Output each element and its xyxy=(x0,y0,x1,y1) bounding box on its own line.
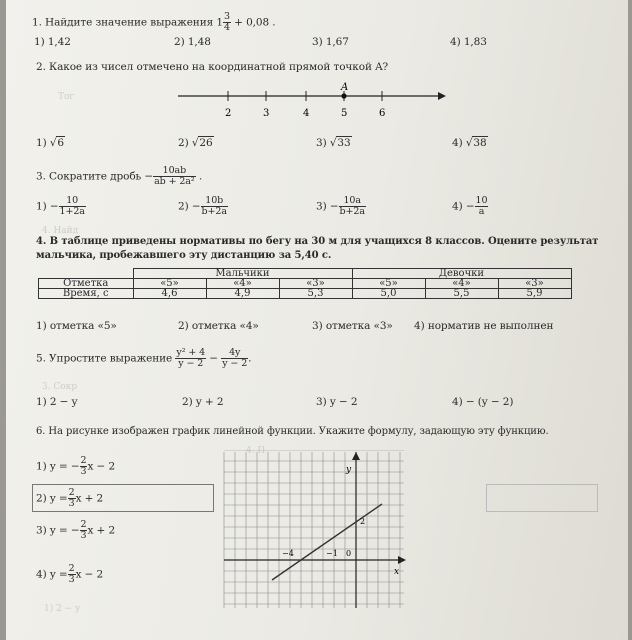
q6-option-1 xyxy=(36,456,115,477)
q4-option-4: 4) норматив не выполнен xyxy=(414,320,554,332)
table-cell: 4,6 xyxy=(133,289,206,299)
girls-header: Девочки xyxy=(352,269,571,279)
q3-question: 3. Сократите дробь − $\frac{10ab}{\text{ab + 2a²}}$ . xyxy=(36,165,203,187)
q3-option-4-frac-num: 10 xyxy=(475,195,488,206)
q3-option-4-num: 4) xyxy=(452,200,463,213)
q5-fraction-2 xyxy=(221,348,248,369)
q1-frac-den: 4 xyxy=(223,22,230,33)
q1-prefix: 1. Найдите значение выражения 1 xyxy=(32,16,223,29)
q6-option-3 xyxy=(36,520,115,541)
table-row xyxy=(39,269,572,279)
q1-option-1: 1) 1,42 xyxy=(34,36,71,48)
number-line-tick-label: 3 xyxy=(263,108,270,119)
ghost-mark: 4. П xyxy=(246,446,266,456)
point-a-label: A xyxy=(341,82,349,93)
worksheet-page xyxy=(6,0,628,640)
boys-header: Мальчики xyxy=(133,269,352,279)
q6-option-4-num: 4) xyxy=(36,568,47,581)
q3-option-3 xyxy=(316,196,366,217)
q6-question: 6. На рисунке изображен график линейной функции. Укажите формулу, задающую эту функцию. xyxy=(36,426,549,437)
q6-option-3-rhs: x + 2 xyxy=(87,524,116,537)
number-line-tick-label: 5 xyxy=(341,108,348,119)
ghost-mark: 1) 2 − y xyxy=(44,604,81,614)
q3-option-2-frac-den: b+2a xyxy=(201,206,227,217)
number-line xyxy=(176,80,446,122)
q3-option-3-sign: − xyxy=(329,200,339,213)
y-axis-arrow xyxy=(352,452,360,460)
q1-option-2: 2) 1,48 xyxy=(174,36,211,48)
q6-option-4-frac xyxy=(68,564,76,585)
q3-option-1-frac-den: 1+2a xyxy=(59,206,85,217)
norms-table xyxy=(38,268,572,299)
q3-option-3-frac xyxy=(339,196,366,217)
q5-f1-den: y − 2 xyxy=(178,358,204,369)
q2-option-4: 4) √38 xyxy=(452,137,487,149)
q3-option-3-frac-den: b+2a xyxy=(339,206,365,217)
table-cell: 4,9 xyxy=(206,289,279,299)
q3-fraction xyxy=(153,166,195,187)
q3-option-3-num: 3) xyxy=(316,200,327,213)
table-cell: 5,3 xyxy=(279,289,352,299)
linear-function-graph xyxy=(222,450,408,610)
q5-f2-num: 4y xyxy=(221,348,248,359)
q5-question xyxy=(36,348,251,369)
q3-frac-num: 10ab xyxy=(153,166,195,177)
graph-grid xyxy=(224,450,404,608)
q5-option-2: 2) y + 2 xyxy=(182,396,224,408)
q3-option-2-num: 2) xyxy=(178,200,189,213)
q3-option-1-frac-num: 10 xyxy=(59,196,86,207)
q3-option-2 xyxy=(178,196,228,217)
q6-option-1-lhs: y = − xyxy=(49,460,80,473)
number-line-tick-label: 4 xyxy=(303,108,310,119)
q6-option-2-rhs: x + 2 xyxy=(75,492,104,505)
q6-option-1-rhs: x − 2 xyxy=(87,460,116,473)
q3-option-2-frac-num: 10b xyxy=(201,196,228,207)
q2-option-3-num: 3) xyxy=(316,137,327,149)
q4-question-line-2: мальчика, пробежавшего эту дистанцию за 5,40 с. xyxy=(36,250,332,261)
q1-suffix: + 0,08 . xyxy=(234,16,276,29)
q1-question xyxy=(32,12,276,33)
tick-label-0: 0 xyxy=(346,549,352,558)
q6-option-2-lhs: y = xyxy=(49,492,68,505)
q2-option-2: 2) √26 xyxy=(178,137,213,149)
q3-option-4-frac xyxy=(475,196,489,217)
table-row xyxy=(39,289,572,299)
q1-option-3: 3) 1,67 xyxy=(312,36,349,48)
q2-option-3: 3) √33 xyxy=(316,137,351,149)
q6-option-4-frac-num: 2 xyxy=(68,563,75,574)
q3-option-4 xyxy=(452,196,488,217)
q2-option-3-radicand: 33 xyxy=(337,137,351,149)
q3-option-2-sign: − xyxy=(191,200,201,213)
table-cell: «4» xyxy=(425,279,498,289)
q5-minus: − xyxy=(209,352,218,365)
table-cell: «3» xyxy=(498,279,571,289)
table-row xyxy=(39,279,572,289)
function-line xyxy=(272,504,382,580)
q6-option-1-frac-den: 3 xyxy=(80,466,87,477)
table-cell: «5» xyxy=(352,279,425,289)
q2-option-2-radicand: 26 xyxy=(199,137,213,149)
q3-frac-den: ab + 2a² xyxy=(154,176,195,187)
number-line-tick-label: 6 xyxy=(379,108,386,119)
q2-option-4-num: 4) xyxy=(452,137,463,149)
ghost-mark: Тог xyxy=(58,92,75,102)
q4-option-3: 3) отметка «3» xyxy=(312,320,393,332)
q6-option-2-frac-num: 2 xyxy=(68,487,75,498)
q2-option-1-num: 1) xyxy=(36,137,47,149)
table-cell: 5,0 xyxy=(352,289,425,299)
q5-end: . xyxy=(248,352,252,365)
q2-option-1: 1) √6 xyxy=(36,137,65,149)
ghost-mark: 3. Сокр xyxy=(42,382,78,392)
q6-option-4 xyxy=(36,564,103,585)
q2-question: 2. Какое из чисел отмечено на координатной прямой точкой A? xyxy=(36,61,389,73)
q6-option-1-frac-num: 2 xyxy=(80,455,87,466)
q6-option-2-num: 2) xyxy=(36,492,47,505)
q6-option-1-num: 1) xyxy=(36,460,47,473)
table-cell: 5,5 xyxy=(425,289,498,299)
q5-prefix: 5. Упростите выражение xyxy=(36,352,173,365)
q6-option-4-rhs: x − 2 xyxy=(75,568,104,581)
q3-option-3-frac-num: 10a xyxy=(339,196,366,207)
table-cell: «5» xyxy=(133,279,206,289)
q6-option-4-frac-den: 3 xyxy=(68,574,75,585)
q4-question-line-1: 4. В таблице приведены нормативы по бегу на 30 м для учащихся 8 классов. Оцените результат xyxy=(36,236,599,247)
x-axis-label: x xyxy=(394,567,400,577)
q5-f1-num: y² + 4 xyxy=(176,347,206,358)
q1-option-4: 4) 1,83 xyxy=(450,36,487,48)
q2-option-1-radicand: 6 xyxy=(57,137,65,149)
q3-option-1-sign: − xyxy=(49,200,59,213)
row-label-time: Время, с xyxy=(39,289,134,299)
q6-option-3-frac-den: 3 xyxy=(80,530,87,541)
number-line-tick-label: 2 xyxy=(225,108,232,119)
q4-option-2: 2) отметка «4» xyxy=(178,320,259,332)
table-cell: «3» xyxy=(279,279,352,289)
q3-option-1-frac xyxy=(59,196,86,217)
q2-option-2-num: 2) xyxy=(178,137,189,149)
answer-box-outline xyxy=(486,484,598,512)
row-label-marks: Отметка xyxy=(39,279,134,289)
q6-option-4-lhs: y = xyxy=(49,568,68,581)
q5-f2-den: y − 2 xyxy=(222,358,248,369)
q6-option-3-lhs: y = − xyxy=(49,524,80,537)
q5-option-1: 1) 2 − y xyxy=(36,396,78,408)
point-a-marker xyxy=(341,93,346,98)
table-cell: «4» xyxy=(206,279,279,289)
x-axis-arrow xyxy=(398,556,406,564)
q5-fraction-1 xyxy=(175,348,206,369)
q3-option-1-num: 1) xyxy=(36,200,47,213)
table-cell xyxy=(39,269,134,279)
q6-option-2-frac-den: 3 xyxy=(68,498,75,509)
tick-label-minus-1: −1 xyxy=(326,549,338,558)
q3-option-4-frac-den: a xyxy=(478,206,485,217)
q1-frac-num: 3 xyxy=(223,11,230,22)
q3-option-2-frac xyxy=(201,196,228,217)
tick-label-minus-4: −4 xyxy=(282,549,294,558)
q2-option-4-radicand: 38 xyxy=(473,137,487,149)
q6-option-3-num: 3) xyxy=(36,524,47,537)
q6-option-3-frac-num: 2 xyxy=(80,519,87,530)
answer-box-outline xyxy=(32,484,214,512)
q1-fraction xyxy=(223,12,231,33)
q3-option-4-sign: − xyxy=(465,200,475,213)
q4-option-1: 1) отметка «5» xyxy=(36,320,117,332)
q5-option-4: 4) − (y − 2) xyxy=(452,396,514,408)
tick-label-2: 2 xyxy=(360,517,366,526)
table-cell: 5,9 xyxy=(498,289,571,299)
q3-option-1 xyxy=(36,196,86,217)
number-line-arrow xyxy=(438,92,446,100)
q5-option-3: 3) y − 2 xyxy=(316,396,358,408)
ghost-mark: 4. Найд xyxy=(42,226,79,236)
y-axis-label: y xyxy=(346,465,352,475)
q3-prefix: 3. Сократите дробь xyxy=(36,170,142,183)
